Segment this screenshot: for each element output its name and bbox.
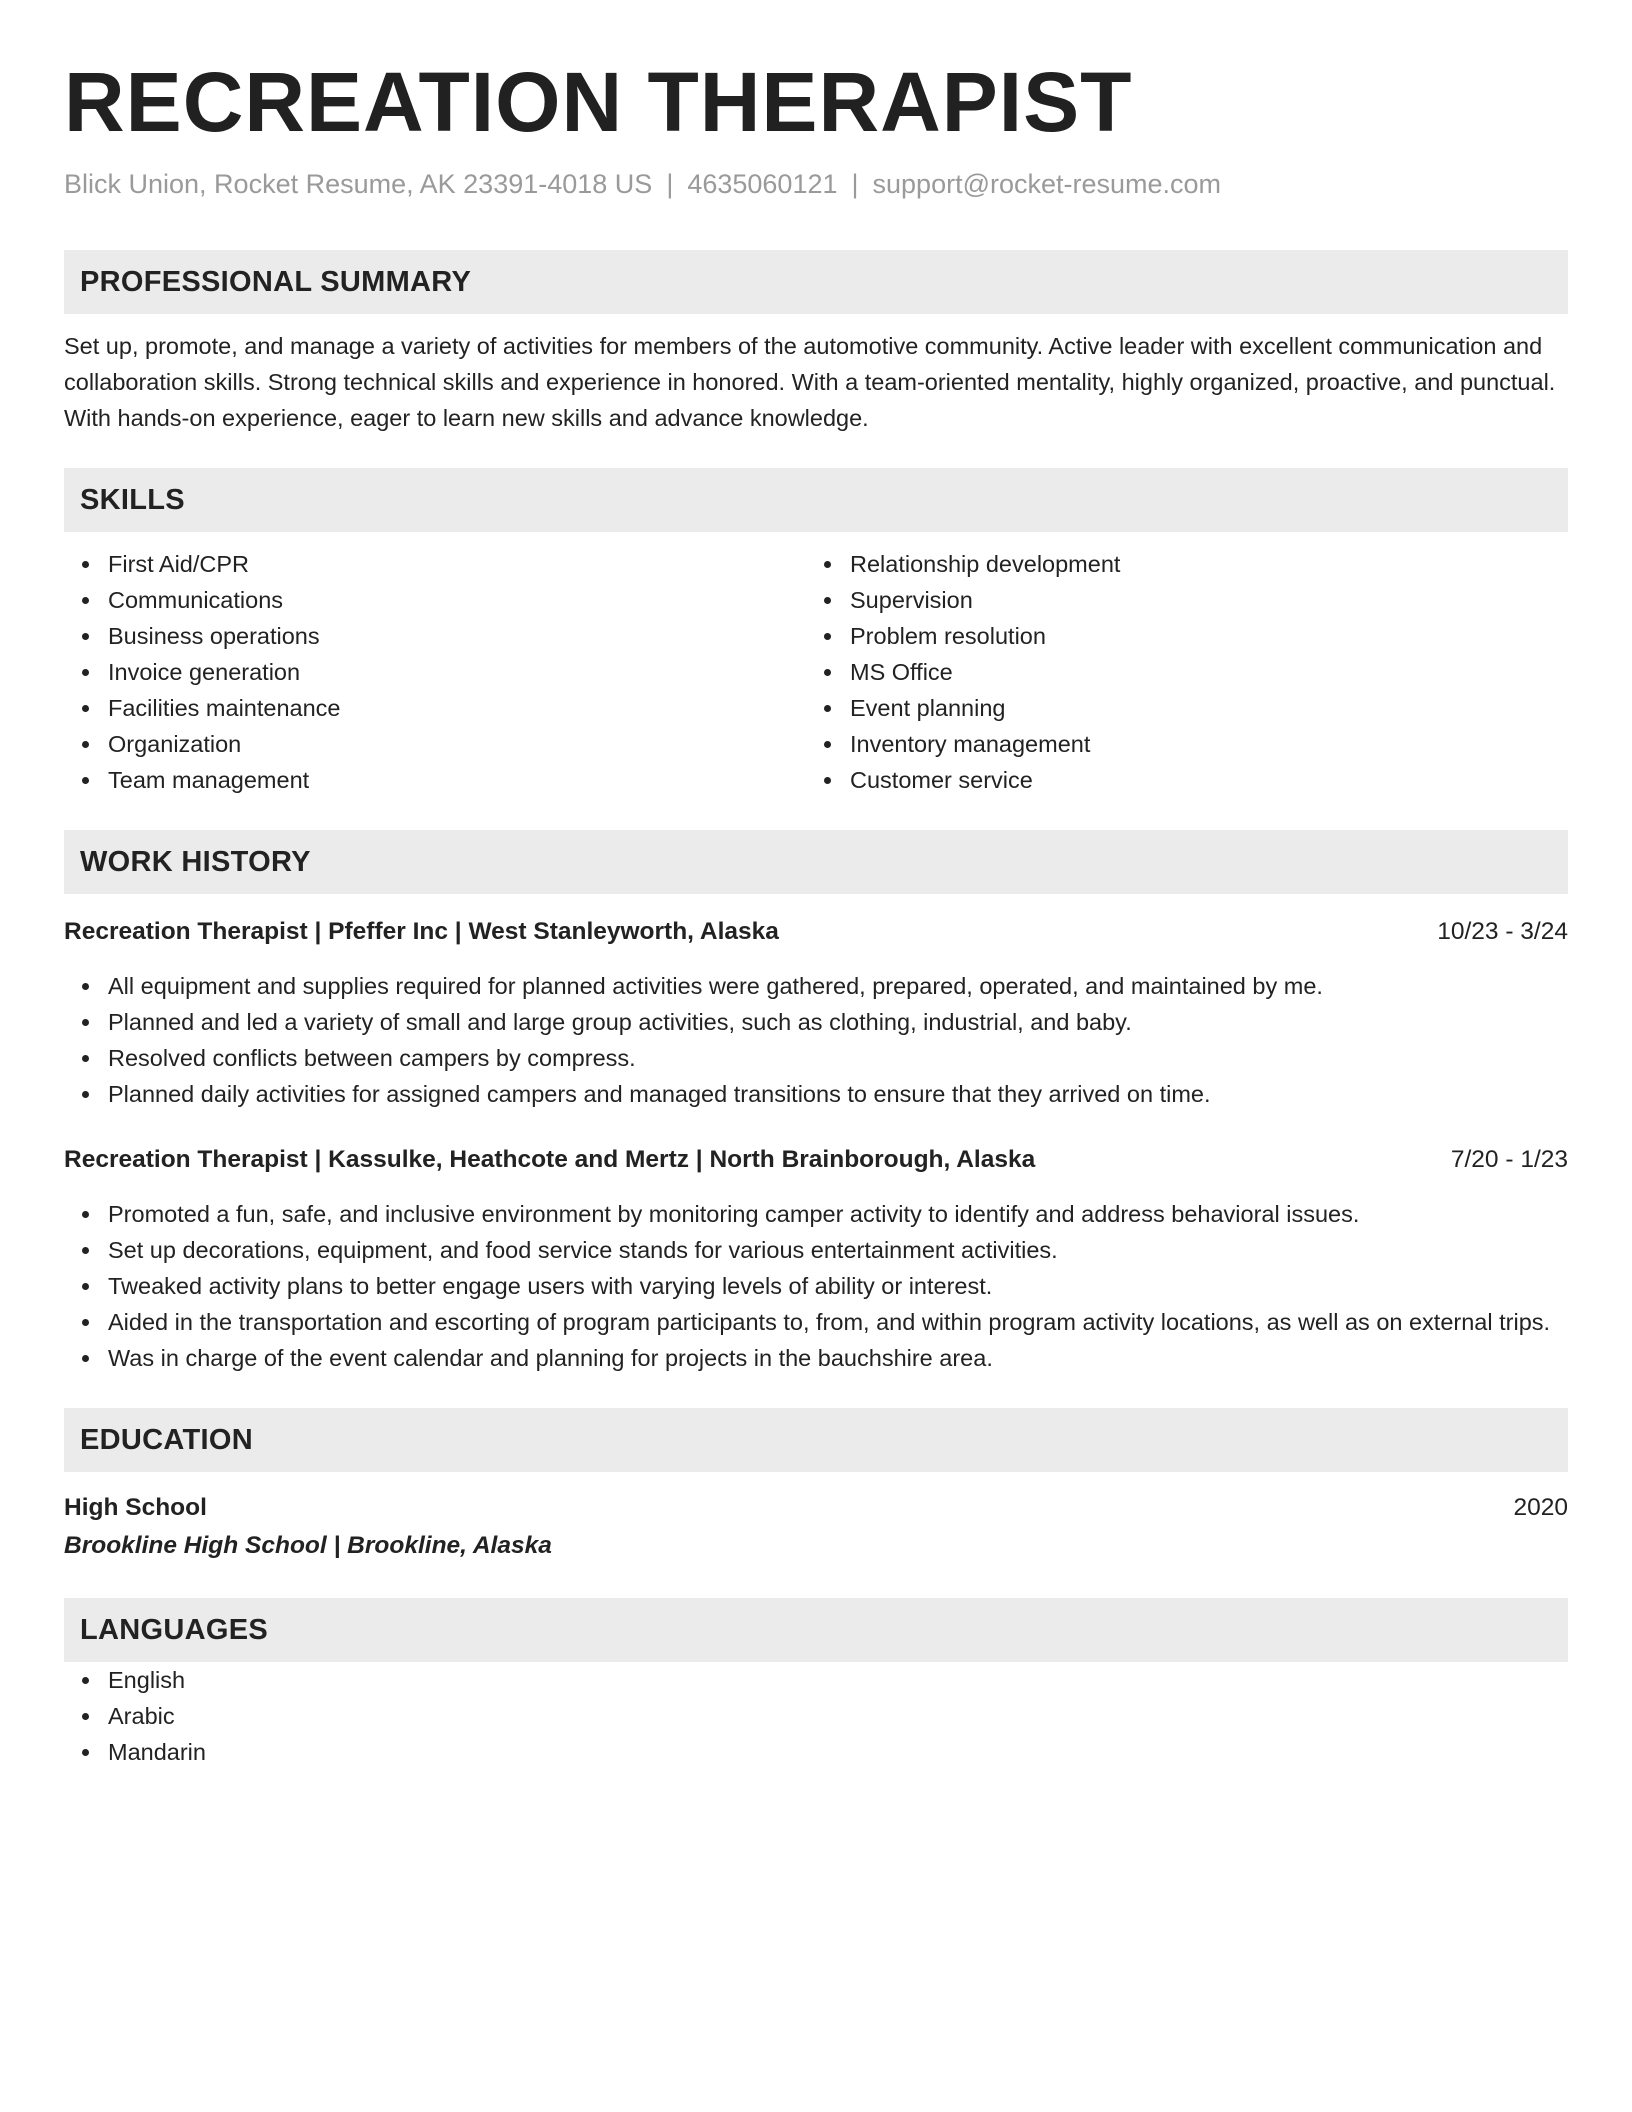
skill-item: MS Office <box>806 654 1548 690</box>
skill-item: First Aid/CPR <box>64 546 806 582</box>
job-title: Recreation Therapist | Kassulke, Heathcote and Mertz | North Brainborough, Alaska <box>64 1146 1036 1173</box>
job-entry <box>64 914 1568 1112</box>
skill-item: Inventory management <box>806 726 1548 762</box>
language-item: English <box>64 1662 1568 1698</box>
job-title: Recreation Therapist | Pfeffer Inc | West Stanleyworth, Alaska <box>64 918 779 945</box>
section-heading-summary: PROFESSIONAL SUMMARY <box>64 250 1568 314</box>
contact-separator: | <box>666 169 674 199</box>
education-year: 2020 <box>1513 1494 1568 1521</box>
skills-list <box>64 546 1568 798</box>
contact-separator: | <box>851 169 859 199</box>
skill-item: Business operations <box>64 618 806 654</box>
job-header <box>64 914 1568 950</box>
skill-item: Facilities maintenance <box>64 690 806 726</box>
skills-column-right <box>806 546 1548 798</box>
language-item: Arabic <box>64 1698 1568 1734</box>
skill-item: Customer service <box>806 762 1548 798</box>
job-header <box>64 1142 1568 1178</box>
skill-item: Organization <box>64 726 806 762</box>
section-heading-work-history: WORK HISTORY <box>64 830 1568 894</box>
contact-phone: 4635060121 <box>687 169 838 199</box>
job-duty: Planned and led a variety of small and large group activities, such as clothing, industrial, and baby. <box>64 1004 1568 1040</box>
job-duty: Tweaked activity plans to better engage users with varying levels of ability or interest. <box>64 1268 1568 1304</box>
skills-column-left <box>64 546 806 798</box>
job-duty: All equipment and supplies required for planned activities were gathered, prepared, operated, and maintained by me. <box>64 968 1568 1004</box>
skill-item: Relationship development <box>806 546 1548 582</box>
skill-item: Event planning <box>806 690 1548 726</box>
job-duty: Set up decorations, equipment, and food service stands for various entertainment activities. <box>64 1232 1568 1268</box>
education-degree: High School <box>64 1494 207 1521</box>
job-dates: 7/20 - 1/23 <box>1450 1146 1568 1173</box>
language-item: Mandarin <box>64 1734 1568 1770</box>
job-entry <box>64 1142 1568 1376</box>
section-heading-languages: LANGUAGES <box>64 1598 1568 1662</box>
skill-item: Problem resolution <box>806 618 1548 654</box>
education-school: Brookline High School | Brookline, Alaska <box>64 1532 552 1559</box>
job-duty: Aided in the transportation and escorting of program participants to, from, and within program activity locations, as well as on external trips. <box>64 1304 1568 1340</box>
contact-email: support@rocket-resume.com <box>872 169 1222 199</box>
section-heading-education: EDUCATION <box>64 1408 1568 1472</box>
resume-page <box>64 52 1568 1770</box>
job-duty: Planned daily activities for assigned campers and managed transitions to ensure that they arrived on time. <box>64 1076 1568 1112</box>
contact-line <box>64 164 1568 204</box>
job-dates: 10/23 - 3/24 <box>1437 918 1568 945</box>
education-entry <box>64 1490 1568 1566</box>
candidate-name: RECREATION THERAPIST <box>64 55 1133 149</box>
job-duty: Promoted a fun, safe, and inclusive environment by monitoring camper activity to identify and address behavioral issues. <box>64 1196 1568 1232</box>
job-duty: Was in charge of the event calendar and planning for projects in the bauchshire area. <box>64 1340 1568 1376</box>
skill-item: Team management <box>64 762 806 798</box>
job-duties <box>64 1196 1568 1376</box>
skill-item: Supervision <box>806 582 1548 618</box>
skill-item: Invoice generation <box>64 654 806 690</box>
contact-address: Blick Union, Rocket Resume, AK 23391-4018 US <box>64 169 653 199</box>
skill-item: Communications <box>64 582 806 618</box>
languages-list <box>64 1662 1568 1770</box>
section-heading-skills: SKILLS <box>64 468 1568 532</box>
job-duties <box>64 968 1568 1112</box>
summary-text: Set up, promote, and manage a variety of activities for members of the automotive community. Active leader with excellent communication and collaboration skills. Strong technical skills and experience in honored. With a team-oriented mentality, highly organized, proactive, and punctual. With hands-on experience, eager to learn new skills and advance knowledge. <box>64 333 1556 431</box>
education-header <box>64 1490 1568 1526</box>
job-duty: Resolved conflicts between campers by compress. <box>64 1040 1568 1076</box>
